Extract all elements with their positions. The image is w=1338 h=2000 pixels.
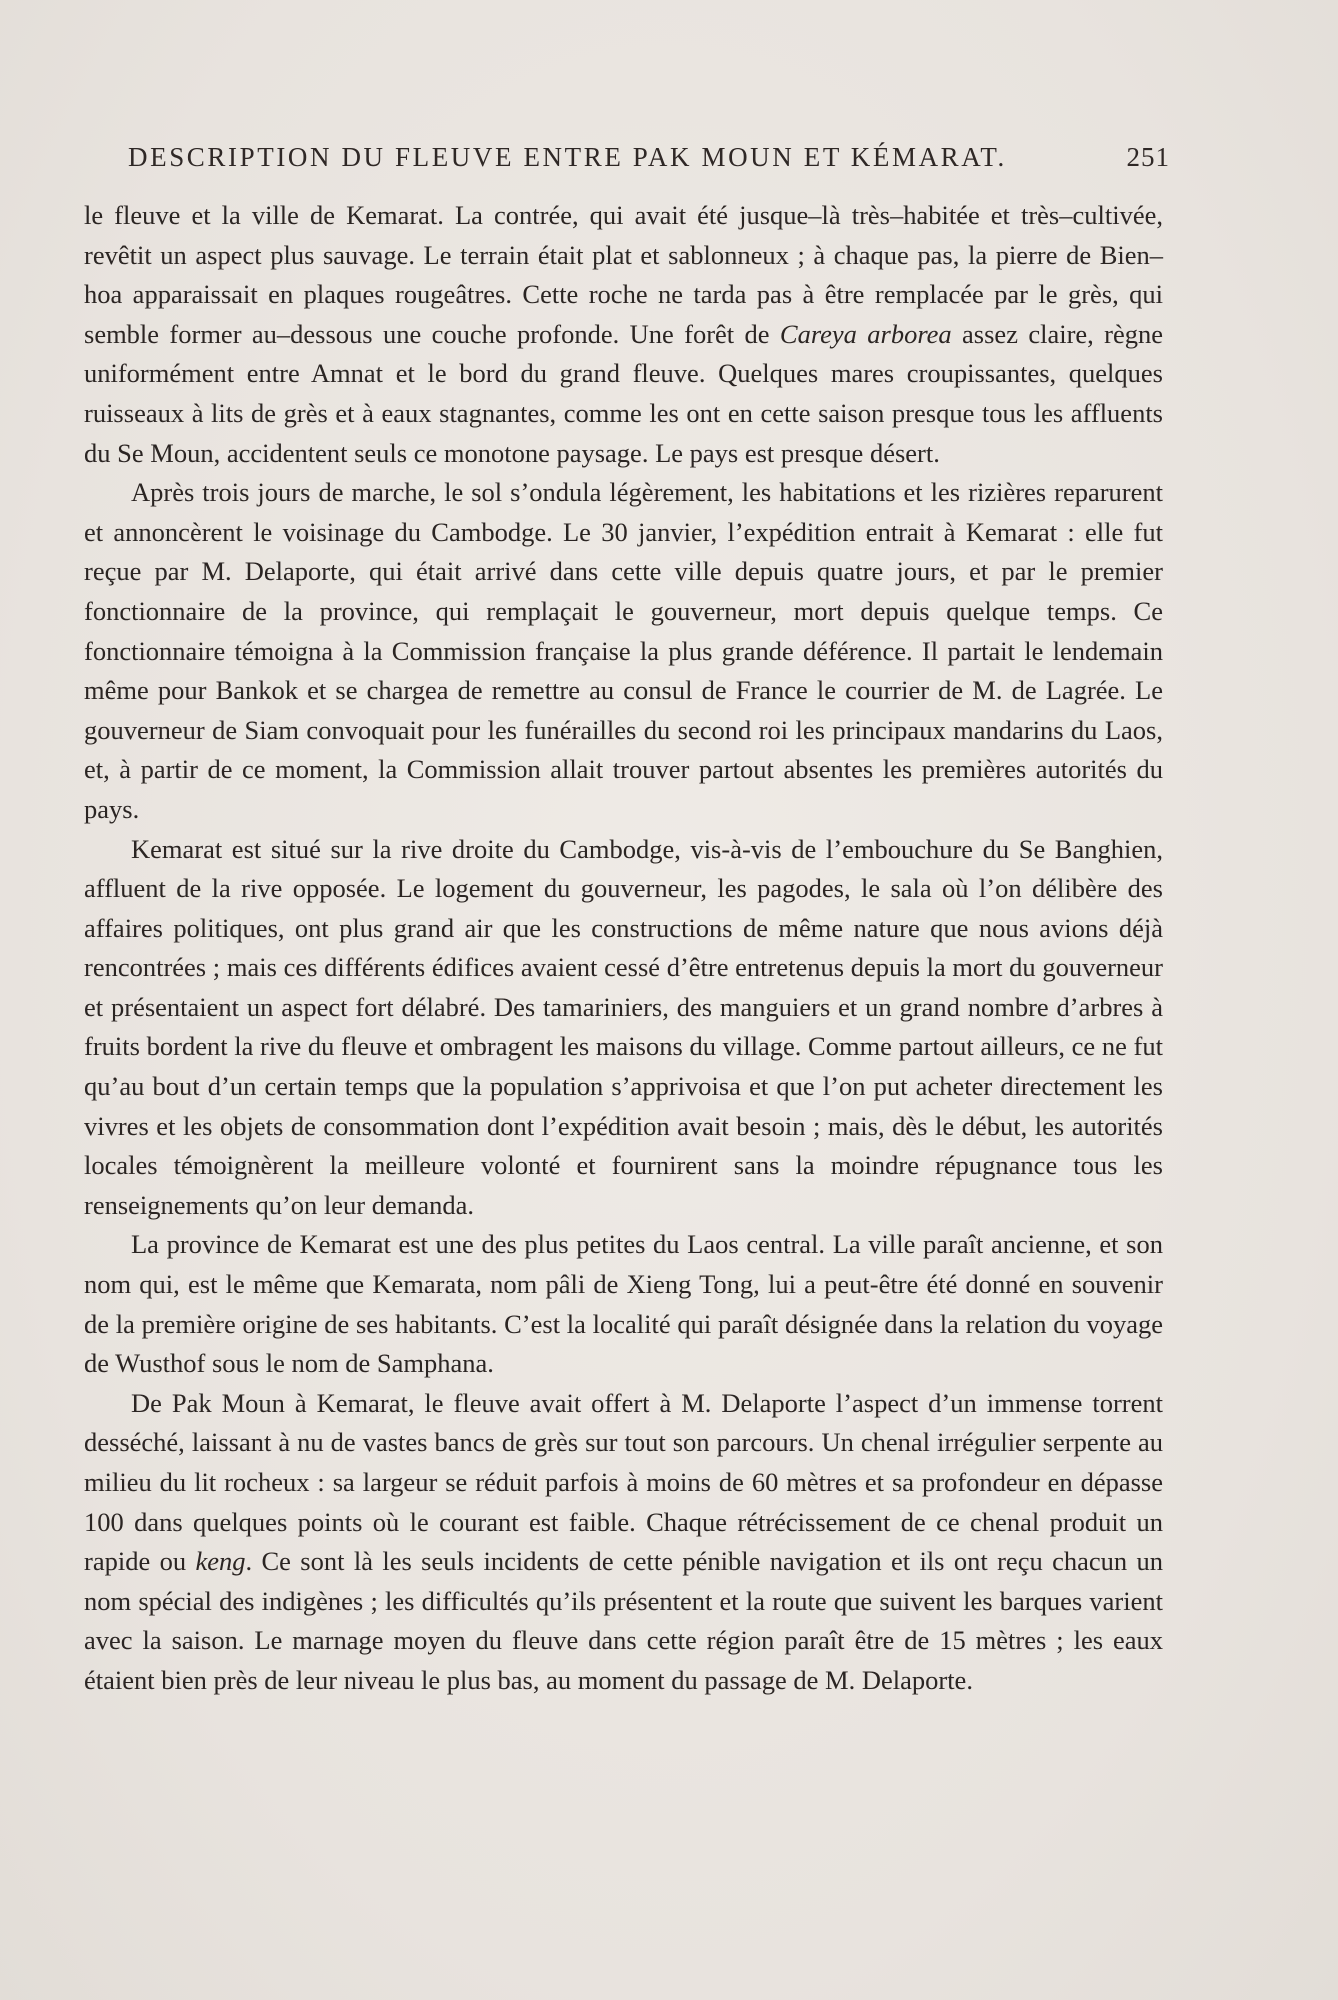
paragraph-1-text-a: le fleuve et la ville de Kemarat. La contrée, qui avait été jusque–là très–habitée et très–cultivée, revêtit un aspect plus sauvage. Le terrain était plat et sablonneux ; à chaque pas, la pierre de Bien–hoa apparaissait en plaques rougeâtres. Cette roche ne tarda pas à être remplacée par le grès, qui semble former au–dessous une couche profonde. Une forêt de	[84, 200, 1163, 349]
body-text	[84, 196, 1163, 1701]
paragraph-4: La province de Kemarat est une des plus petites du Laos central. La ville paraît ancienne, et son nom qui, est le même que Kemarata, nom pâli de Xieng Tong, lui a peut-être été donné en souvenir de la première origine de ses habitants. C’est la localité qui paraît désignée dans la relation du voyage de Wusthof sous le nom de Samphana.	[84, 1229, 1163, 1379]
running-head	[128, 142, 1170, 188]
paragraph-2: Après trois jours de marche, le sol s’ondula légèrement, les habitations et les rizières reparurent et annoncèrent le voisinage du Cambodge. Le 30 janvier, l’expédition entrait à Kemarat : elle fut reçue par M. Delaporte, qui était arrivé dans cette ville depuis quatre jours, et par le premier fonctionnaire de la province, qui remplaçait le gouverneur, mort depuis quelque temps. Ce fonctionnaire témoigna à la Commission française la plus grande déférence. Il partait le lendemain même pour Bankok et se chargea de remettre au consul de France le courrier de M. de Lagrée. Le gouverneur de Siam convoquait pour les funérailles du second roi les principaux mandarins du Laos, et, à partir de ce moment, la Commission allait trouver partout absentes les premières autorités du pays.	[84, 477, 1163, 824]
paragraph-3: Kemarat est situé sur la rive droite du Cambodge, vis-à-vis de l’embouchure du Se Banghien, affluent de la rive opposée. Le logement du gouverneur, les pagodes, le sala où l’on délibère des affaires politiques, ont plus grand air que les constructions de même nature que nous avions déjà rencontrées ; mais ces différents édifices avaient cessé d’être entretenus depuis la mort du gouverneur et présentaient un aspect fort délabré. Des tamariniers, des manguiers et un grand nombre d’arbres à fruits bordent la rive du fleuve et ombragent les maisons du village. Comme partout ailleurs, ce ne fut qu’au bout d’un certain temps que la population s’apprivoisa et que l’on put acheter directement les vivres et les objets de consommation dont l’expédition avait besoin ; mais, dès le début, les autorités locales témoignèrent la meilleure volonté et fournirent sans la moindre répugnance tous les renseignements qu’on leur demanda.	[84, 833, 1163, 1220]
keng-term-italic: keng	[195, 1546, 246, 1577]
species-name-italic: Careya arborea	[779, 318, 952, 349]
paragraph-5	[84, 1384, 1163, 1701]
paragraph-5-text-b: . Ce sont là les seuls incidents de cette pénible navigation et ils ont reçu chacun un nom spécial des indigènes ; les difficultés qu’ils présentent et la route que suivent les barques varient avec la saison. Le marnage moyen du fleuve dans cette région paraît être de 15 mètres ; les eaux étaient bien près de leur niveau le plus bas, au moment du passage de M. Delaporte.	[84, 1546, 1163, 1695]
paragraph-1	[84, 196, 1163, 473]
paragraph-1-text-b: assez claire, règne uniformément entre Amnat et le bord du grand fleuve. Quelques mares croupissantes, quelques ruisseaux à lits de grès et à eaux stagnantes, comme les ont en cette saison presque tous les affluents du Se Moun, accidentent seuls ce monotone paysage. Le pays est presque désert.	[84, 318, 1163, 468]
page-number: 251	[1126, 142, 1170, 172]
paragraph-5-text-a: De Pak Moun à Kemarat, le fleuve avait offert à M. Delaporte l’aspect d’un immense torrent desséché, laissant à nu de vastes bancs de grès sur tout son parcours. Un chenal irrégulier serpente au milieu du lit rocheux : sa largeur se réduit parfois à moins de 60 mètres et sa profondeur en dépasse 100 dans quelques points où le courant est faible. Chaque rétrécissement de ce chenal produit un rapide ou	[84, 1387, 1163, 1577]
running-title: DESCRIPTION DU FLEUVE ENTRE PAK MOUN ET KÉMARAT.	[128, 142, 1007, 172]
